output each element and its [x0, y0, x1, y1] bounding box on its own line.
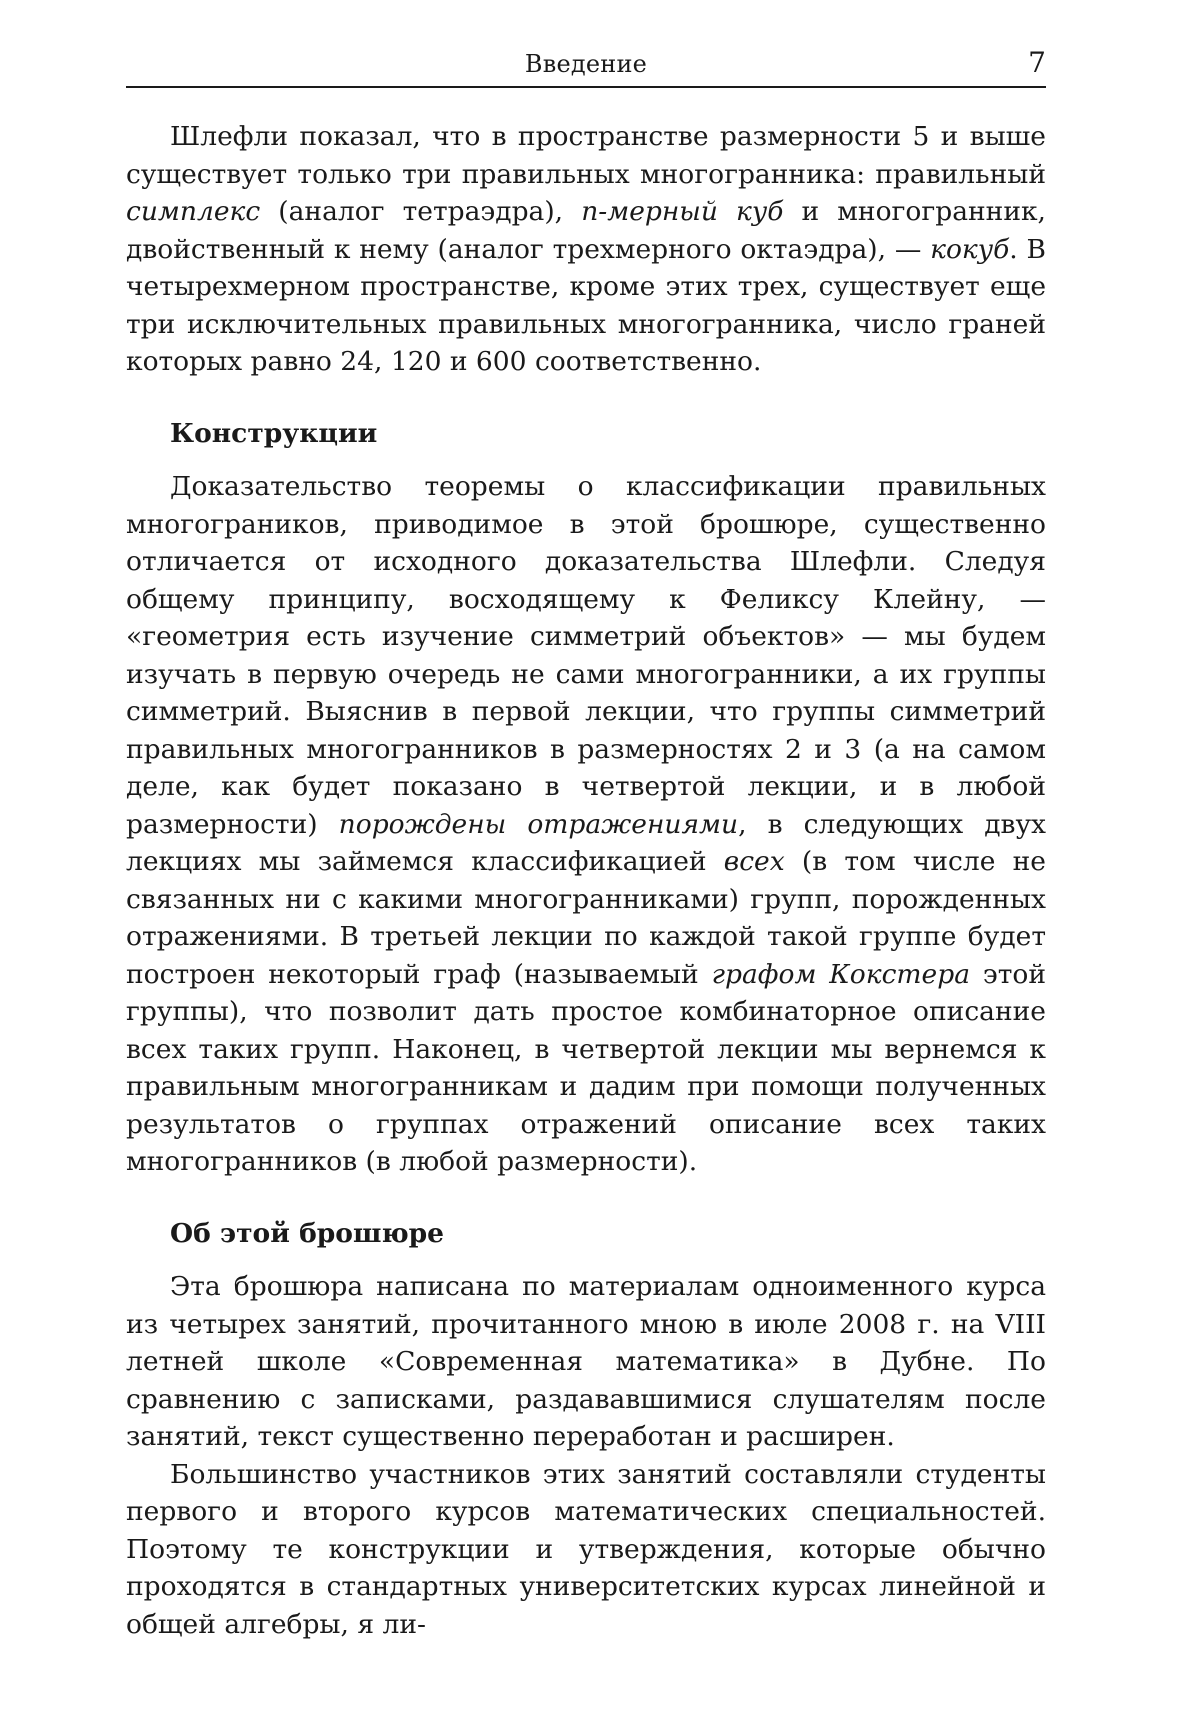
italic-term: n-мерный куб	[581, 196, 784, 227]
italic-term: симплекс	[126, 196, 261, 227]
text-run: Шлефли показал, что в пространстве размерности 5 и выше существует только три правильных многогранника: правильный	[126, 121, 1046, 190]
text-run: (аналог тетраэдра),	[260, 196, 582, 227]
italic-term: кокуб	[930, 233, 1010, 265]
page-number: 7	[1028, 46, 1046, 79]
section-heading-about: Об этой брошюре	[170, 1217, 445, 1249]
text-run: (в том числе не связанных ни с какими многогранниками) групп, порожденных отражениями. В третьей лекции по каждой такой группе будет построен некоторый граф (называемый	[126, 846, 1046, 990]
intro-paragraph	[126, 118, 1046, 381]
text-run: . В четырехмерном пространстве, кроме этих трех, существует еще три исключительных правильных многогранника, число граней которых равно 24, 120 и 600 соответственно.	[126, 233, 1046, 377]
italic-term: порождены отражениями	[338, 808, 739, 840]
text-run: этой группы), что позволит дать простое комбинаторное описание всех таких групп. Наконец, в четвертой лекции мы вернемся к правильным многогранникам и дадим при помощи полученных результатов о группах отражений описание всех таких многогранников (в любой размерности).	[126, 958, 1046, 1177]
book-page	[126, 44, 1046, 1643]
constructions-paragraph	[126, 468, 1046, 1181]
text-run: и многогранник, двойственный к нему (аналог трехмерного октаэдра), —	[126, 196, 1046, 265]
about-paragraph-1: Эта брошюра написана по материалам одноименного курса из четырех занятий, прочитанного мною в июле 2008 г. на VIII летней школе «Современная математика» в Дубне. По сравнению с записками, раздававшимися слушателям после занятий, текст существенно переработан и расширен.	[126, 1271, 1046, 1452]
page-body	[126, 118, 1046, 1643]
italic-term: всех	[723, 846, 785, 877]
text-run: Доказательство теоремы о классификации правильных многограников, приводимое в этой брошюре, существенно отличается от исходного доказательства Шлефли. Следуя общему принципу, восходящему к Феликсу Клейну, — «геометрия есть изучение симметрий объектов» — мы будем изучать в первую очередь не сами многогранники, а их группы симметрий. Выяснив в первой лекции, что группы симметрий правильных многогранников в размерностях 2 и 3 (а на самом деле, как будет показано в четвертой лекции, и в любой размерности)	[126, 471, 1046, 840]
text-run: , в следующих двух лекциях мы займемся классификацией	[126, 808, 1047, 877]
section-heading-constructions: Конструкции	[170, 417, 378, 449]
about-paragraph-2: Большинство участников этих занятий составляли студенты первого и второго курсов математических специальностей. Поэтому те конструкции и утверждения, которые обычно проходятся в стандартных университетских курсах линейной и общей алгебры, я ли-	[126, 1458, 1046, 1640]
running-title: Введение	[524, 50, 648, 78]
italic-term: графом Кокстера	[711, 958, 970, 990]
running-header	[126, 44, 1046, 88]
